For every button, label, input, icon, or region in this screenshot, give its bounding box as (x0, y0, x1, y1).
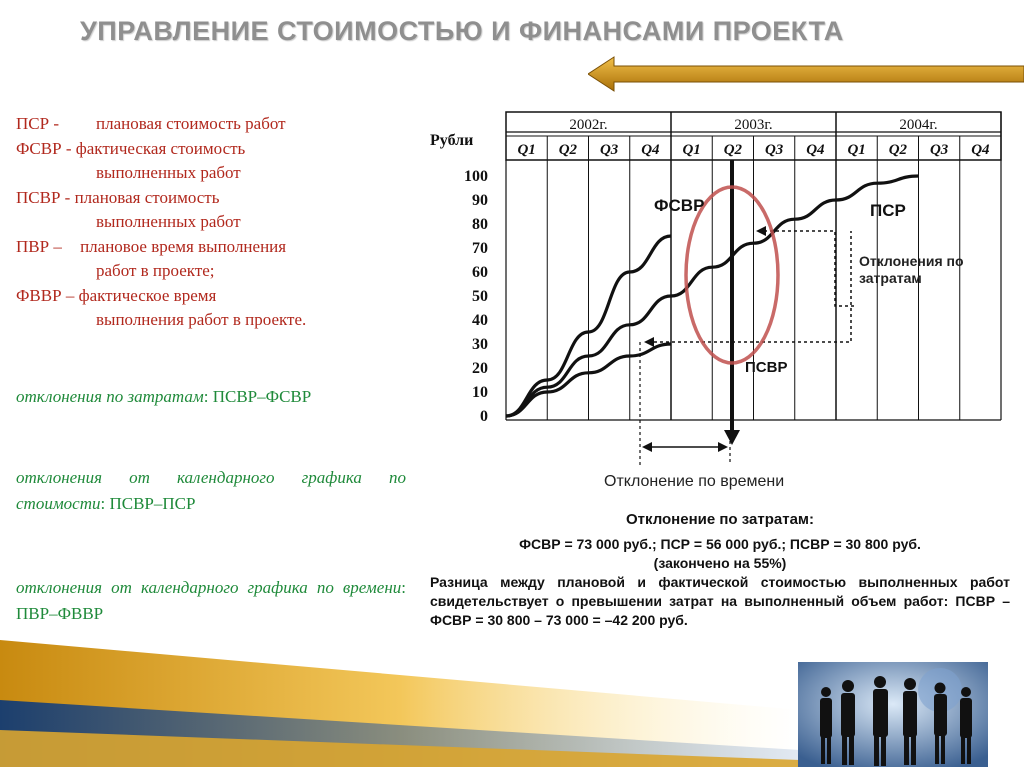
definition-term: ПВР – (16, 236, 62, 256)
cost-dev-arrowhead (756, 226, 766, 236)
quarter-label: Q4 (806, 142, 825, 158)
definition-term: ПСР - (16, 114, 59, 133)
variance-cost-label: отклонения по затратам (16, 387, 204, 406)
definition-fsvr (16, 137, 406, 186)
quarter-label: Q3 (764, 142, 784, 158)
cost-variance-note (430, 510, 1010, 630)
definition-text: работ в проекте; (96, 261, 215, 280)
y-tick-label: 30 (472, 336, 488, 353)
psvr-arrowhead (644, 337, 654, 347)
variance-cost-formula: : ПСВР–ФСВР (203, 387, 312, 406)
quarter-label: Q3 (929, 142, 949, 158)
definition-psr (16, 112, 406, 137)
label-time-dev: Отклонение по времени (604, 473, 785, 490)
quarter-label: Q1 (682, 142, 701, 158)
variance-schedule-time (16, 575, 406, 627)
earned-value-chart (418, 100, 1014, 505)
quarter-label: Q4 (641, 142, 660, 158)
time-dev-arrow-right (718, 442, 728, 452)
y-tick-label: 0 (480, 408, 488, 425)
variance-schedule-cost-formula: : ПСВР–ПСР (100, 494, 196, 513)
quarter-label: Q3 (599, 142, 619, 158)
definition-pvr (16, 235, 406, 284)
y-tick-label: 90 (472, 192, 488, 209)
label-cost-dev-line2: затратам (859, 270, 922, 286)
year-label: 2002г. (569, 117, 608, 133)
definition-text: плановая стоимость работ (96, 114, 286, 133)
label-cost-dev-line1: Отклонения по (859, 253, 964, 269)
definition-psvr (16, 186, 406, 235)
label-fsvr: ФСВР (654, 196, 705, 215)
quarter-label: Q4 (971, 142, 990, 158)
label-psr: ПСР (870, 201, 906, 220)
y-tick-label: 50 (472, 288, 488, 305)
definition-term: ФВВР – (16, 285, 75, 305)
time-dev-arrow-left (642, 442, 652, 452)
variance-cost (16, 384, 406, 410)
definition-term: ПСВР - (16, 187, 71, 207)
definition-text: фактическое время (78, 285, 217, 305)
note-complete: (закончено на 55%) (653, 555, 787, 571)
y-tick-label: 40 (472, 312, 488, 329)
y-tick-label: 80 (472, 216, 488, 233)
quarter-label: Q1 (517, 142, 536, 158)
definition-text: выполненных работ (96, 163, 241, 182)
y-tick-label: 10 (472, 384, 488, 401)
quarter-label: Q2 (723, 142, 743, 158)
note-values: ФСВР = 73 000 руб.; ПСР = 56 000 руб.; ПСВР = 30 800 руб. (519, 536, 921, 552)
status-date-arrowhead (724, 430, 740, 445)
definition-text: выполненных работ (96, 212, 241, 231)
note-heading: Отклонение по затратам: (625, 511, 814, 528)
decorative-gold-swoosh (0, 640, 800, 767)
business-people-image (798, 662, 988, 767)
slide-title: УПРАВЛЕНИЕ СТОИМОСТЬЮ И ФИНАНСАМИ ПРОЕКТА (80, 16, 844, 46)
year-label: 2003г. (734, 117, 773, 133)
definition-text: плановая стоимость (74, 187, 220, 207)
year-label: 2004г. (899, 117, 938, 133)
definition-text: фактическая стоимость (75, 138, 246, 158)
variance-schedule-cost (16, 465, 406, 517)
definition-text: плановое время выполнения (80, 236, 287, 256)
note-paragraph: Разница между плановой и фактической стоимостью выполненных работ свидетельствует о превышении затрат на выполненный объем работ: ПСВР – ФСВР = 30 800 – 73 000 = –42 200 руб. (430, 574, 1010, 628)
definition-text: выполнения работ в проекте. (96, 310, 307, 329)
variance-schedule-time-formula: : ПВР–ФВВР (16, 578, 406, 623)
back-arrow-icon (588, 55, 1024, 93)
variance-schedule-time-label: отклонения от календарного графика по времени (16, 578, 402, 597)
label-psvr: ПСВР (745, 359, 788, 376)
quarter-label: Q2 (558, 142, 578, 158)
psvr-leader (648, 231, 851, 342)
y-tick-label: 20 (472, 360, 488, 377)
quarter-label: Q2 (888, 142, 908, 158)
y-axis-label: Рубли (430, 132, 474, 149)
variance-schedule-cost-label: отклонения от календарного графика по стоимости (16, 468, 406, 513)
y-tick-label: 70 (472, 240, 488, 257)
definition-fvvr (16, 284, 406, 333)
quarter-label: Q1 (847, 142, 866, 158)
definition-term: ФСВР - (16, 138, 72, 158)
y-tick-label: 100 (464, 168, 488, 185)
y-tick-label: 60 (472, 264, 488, 281)
definitions-list (16, 112, 406, 333)
cost-dev-leader (758, 231, 855, 306)
